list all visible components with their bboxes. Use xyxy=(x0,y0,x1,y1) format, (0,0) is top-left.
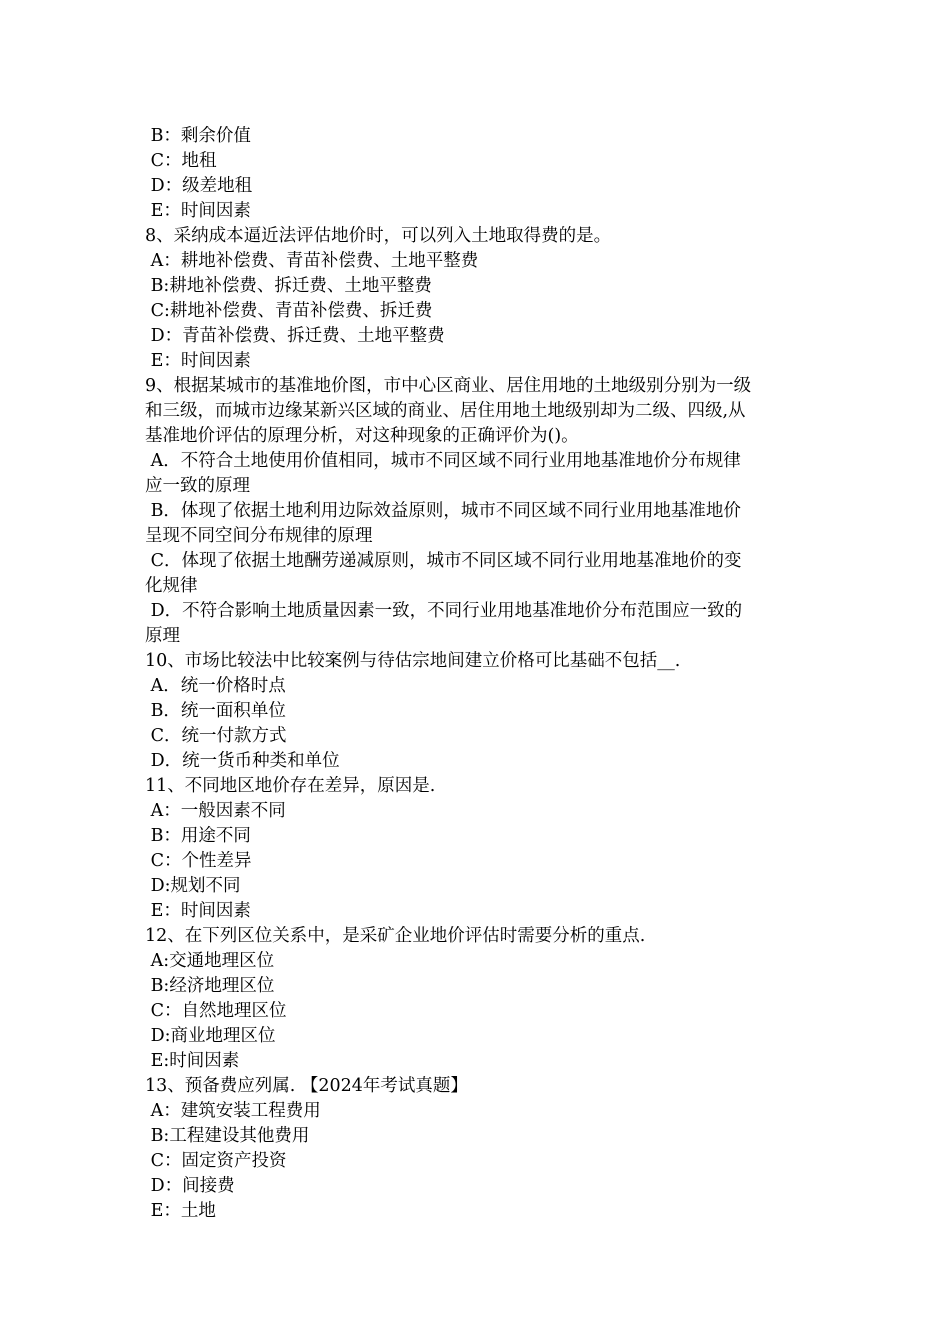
text-line: D:规划不同 xyxy=(145,876,241,896)
text-line: D：级差地租 xyxy=(145,176,253,196)
text-line: 应一致的原理 xyxy=(145,476,250,496)
text-line: D：青苗补偿费、拆迁费、土地平整费 xyxy=(145,326,445,346)
text-line: A:交通地理区位 xyxy=(145,951,275,971)
text-line: D．不符合影响土地质量因素一致，不同行业用地基准地价分布范围应一致的 xyxy=(145,601,743,621)
text-line: E：时间因素 xyxy=(145,351,251,371)
text-line: D：间接费 xyxy=(145,1176,235,1196)
text-line: C：地租 xyxy=(145,151,217,171)
text-line: B:耕地补偿费、拆迁费、土地平整费 xyxy=(145,276,432,296)
text-line: A．统一价格时点 xyxy=(145,676,286,696)
text-line: E:时间因素 xyxy=(145,1051,240,1071)
text-line: C：固定资产投资 xyxy=(145,1151,287,1171)
text-line: 8、采纳成本逼近法评估地价时，可以列入土地取得费的是。 xyxy=(145,226,612,246)
text-line: A：耕地补偿费、青苗补偿费、土地平整费 xyxy=(145,251,479,271)
text-line: B:工程建设其他费用 xyxy=(145,1126,310,1146)
text-line: 和三级，而城市边缘某新兴区域的商业、居住用地土地级别却为二级、四级,从 xyxy=(145,401,746,421)
text-line: 9、根据某城市的基准地价图，市中心区商业、居住用地的土地级别分别为一级 xyxy=(145,376,752,396)
text-line: C:耕地补偿费、青苗补偿费、拆迁费 xyxy=(145,301,433,321)
text-line: D:商业地理区位 xyxy=(145,1026,276,1046)
text-line: 基准地价评估的原理分析，对这种现象的正确评价为()。 xyxy=(145,426,579,446)
text-line: C：自然地理区位 xyxy=(145,1001,287,1021)
text-line: C．体现了依据土地酬劳递减原则，城市不同区域不同行业用地基准地价的变 xyxy=(145,551,742,571)
text-line: B：用途不同 xyxy=(145,826,251,846)
text-line: B．体现了依据土地利用边际效益原则，城市不同区域不同行业用地基准地价 xyxy=(145,501,741,521)
text-line: 呈现不同空间分布规律的原理 xyxy=(145,526,373,546)
text-line: E：土地 xyxy=(145,1201,216,1221)
text-line: B:经济地理区位 xyxy=(145,976,275,996)
text-line: E：时间因素 xyxy=(145,901,251,921)
text-line: 13、预备费应列属. 【2024年考试真题】 xyxy=(145,1076,468,1096)
text-line: 化规律 xyxy=(145,576,198,596)
text-line: 11、不同地区地价存在差异，原因是. xyxy=(145,776,436,796)
text-line: E：时间因素 xyxy=(145,201,251,221)
text-line: 原理 xyxy=(145,626,180,646)
text-line: A：建筑安装工程费用 xyxy=(145,1101,321,1121)
text-line: B．统一面积单位 xyxy=(145,701,286,721)
text-line: B：剩余价值 xyxy=(145,126,251,146)
text-line: C．统一付款方式 xyxy=(145,726,287,746)
text-line: A：一般因素不同 xyxy=(145,801,286,821)
text-line: 12、在下列区位关系中，是采矿企业地价评估时需要分析的重点. xyxy=(145,926,646,946)
document-body xyxy=(145,124,815,1224)
text-line: 10、市场比较法中比较案例与待估宗地间建立价格可比基础不包括__. xyxy=(145,651,681,671)
text-line: D．统一货币种类和单位 xyxy=(145,751,340,771)
text-line: C：个性差异 xyxy=(145,851,252,871)
text-line: A．不符合土地使用价值相同，城市不同区域不同行业用地基准地价分布规律 xyxy=(145,451,741,471)
